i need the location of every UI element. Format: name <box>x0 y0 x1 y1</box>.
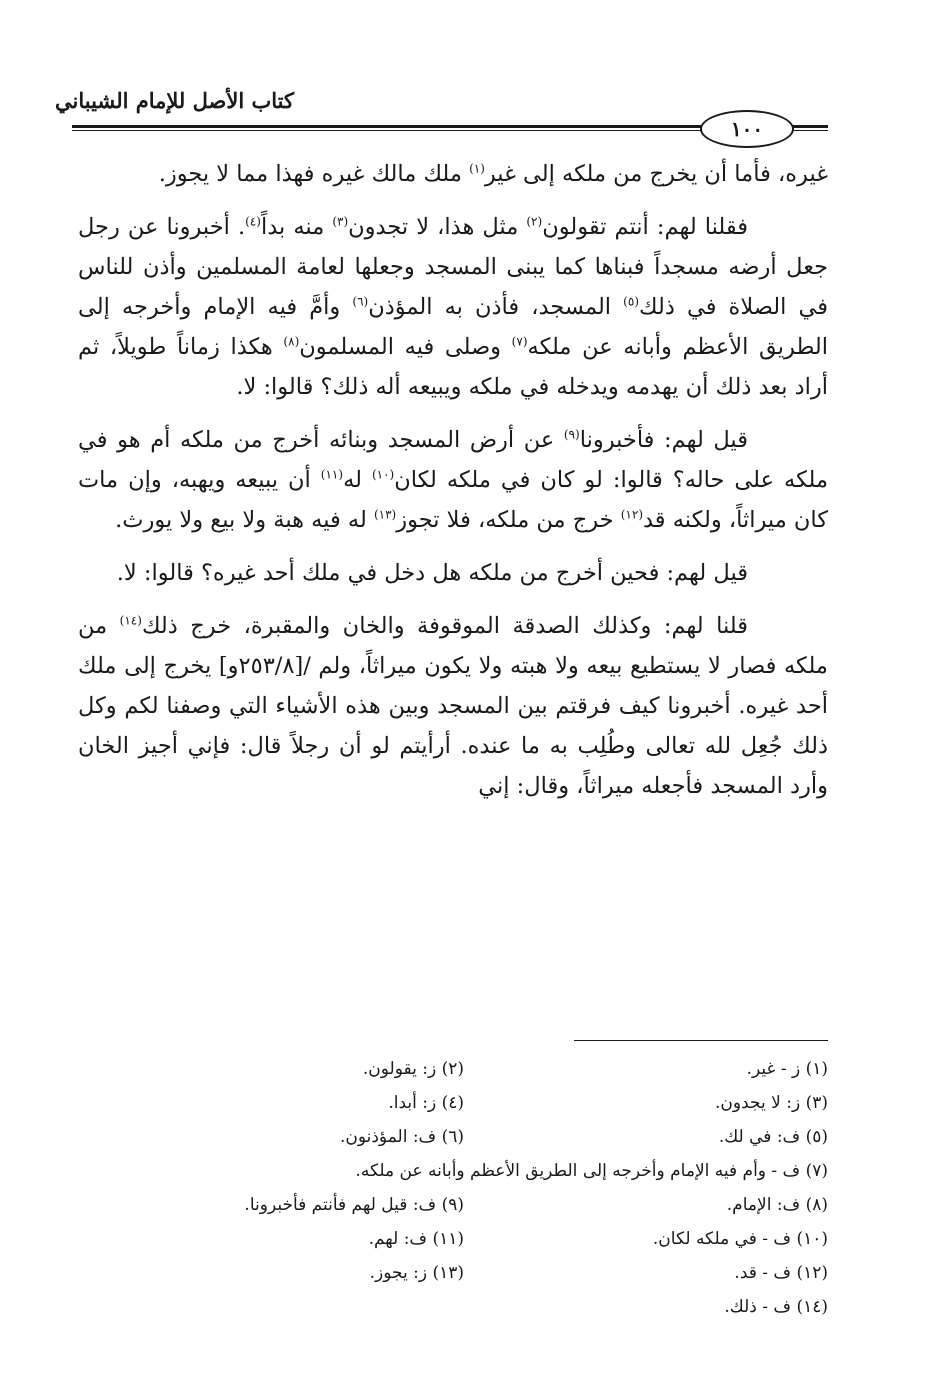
footnote-6: (٦) ف: المؤذنون. <box>339 1127 464 1147</box>
footnote-1: (١) ز - غير. <box>746 1059 828 1079</box>
footnote-5: (٥) ف: في لك. <box>718 1127 828 1147</box>
footnote-4: (٤) ز: أبدا. <box>388 1093 464 1113</box>
paragraph-5: قلنا لهم: وكذلك الصدقة الموقوفة والخان والمقبرة، خرج ذلك$^{(١٤)}$ من ملكه فصار لا يستطيع بيعه ولا هبته ولا يكون ميراثاً، ولم /[٢٥٣/٨و] يخرج إلى ملك أحد غيره. أخبرونا كيف فرقتم بين المسجد وبين هذه الأشياء التي وصفنا لكم وكل ذلك جُعِل لله تعالى وطُلِب به ما عنده. أرأيتم لو أن رجلاً قال: فإني أجيز الخان وأرد المسجد فأجعله ميراثاً، وقال: إني <box>78 613 828 799</box>
footnote-separator <box>574 1040 828 1041</box>
paragraph-1: غيره، فأما أن يخرج من ملكه إلى غير$^{(١)}$ ملك مالك غيره فهذا مما لا يجوز. <box>158 161 828 187</box>
footnote-13: (١٣) ز: يجوز. <box>369 1263 464 1283</box>
paragraph-3: قيل لهم: فأخبرونا$^{(٩)}$ عن أرض المسجد وبنائه أخرج من ملكه أم هو في ملكه على حاله؟ قالوا: لو كان في ملكه لكان$^{(١٠)}$ له$^{(١١)}$ أن يبيعه ويهبه، وإن مات كان ميراثاً، ولكنه قد$^{(١٢)}$ خرج من ملكه، فلا تجوز$^{(١٣)}$ له فيه هبة ولا بيع ولا يورث. <box>78 427 828 533</box>
paragraph-4: قيل لهم: فحين أخرج من ملكه هل دخل في ملك أحد غيره؟ قالوا: لا. <box>116 560 748 586</box>
footnote-7: (٧) ف - وأم فيه الإمام وأخرجه إلى الطريق الأعظم وأبانه عن ملكه. <box>355 1161 828 1181</box>
footnote-8: (٨) ف: الإمام. <box>726 1195 828 1215</box>
footnote-14: (١٤) ف - ذلك. <box>724 1297 828 1317</box>
footnote-10: (١٠) ف - في ملكه لكان. <box>652 1229 828 1249</box>
footnote-11: (١١) ف: لهم. <box>368 1229 464 1249</box>
paragraph-2: فقلنا لهم: أنتم تقولون$^{(٢)}$ مثل هذا، لا تجدون$^{(٣)}$ منه بداً$^{(٤)}$. أخبرونا عن رجل جعل أرضه مسجداً فبناها كما يبنى المسجد وجعلها لعامة المسلمين وأذن للناس في الصلاة في ذلك$^{(٥)}$ المسجد، فأذن به المؤذن$^{(٦)}$ وأمَّ فيه الإمام وأخرجه إلى الطريق الأعظم وأبانه عن ملكه$^{(٧)}$ وصلى فيه المسلمون$^{(٨)}$ هكذا زماناً طويلاً، ثم أراد بعد ذلك أن يهدمه ويدخله في ملكه ويبيعه أله ذلك؟ قالوا: لا. <box>78 214 829 400</box>
footnote-12: (١٢) ف - قد. <box>734 1263 828 1283</box>
footnote-2: (٢) ز: يقولون. <box>362 1059 464 1079</box>
footnote-9: (٩) ف: قيل لهم فأنتم فأخبرونا. <box>244 1195 464 1215</box>
page-number: ١٠٠ <box>700 110 794 148</box>
footnotes <box>100 1052 828 1324</box>
running-header-title: كتاب الأصل للإمام الشيباني <box>55 88 294 113</box>
main-text <box>78 154 828 819</box>
footnote-3: (٣) ز: لا يجدون. <box>715 1093 828 1113</box>
